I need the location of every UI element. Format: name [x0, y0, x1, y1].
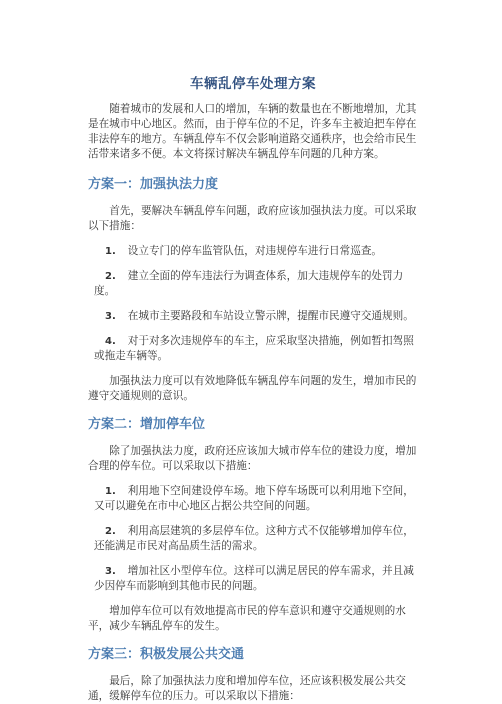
list-item-number: 1.	[105, 246, 116, 257]
list-item-text: 在城市主要路段和车站设立警示牌，提醒市民遵守交通规则。	[127, 310, 414, 322]
list-item-text: 建立全面的停车违法行为调查体系，加大违规停车的处罚力度。	[94, 270, 404, 297]
list-item	[88, 334, 418, 364]
list-item-number: 4.	[105, 336, 116, 347]
section-1-intro: 首先，要解决车辆乱停车问题，政府应该加强执法力度。可以采取以下措施：	[88, 205, 417, 232]
section-3	[88, 646, 418, 704]
intro-paragraph: 随着城市的发展和人口的增加，车辆的数量也在不断地增加，尤其是在城市中心地区。然而，由于停车位的不足，许多车主被迫把车停在非法停车的地方。车辆乱停车不仅会影响道路交通秩序，也会给市民生活带来诸多不便。本文将探讨解决车辆乱停车问题的几种方案。	[88, 103, 417, 160]
list-item-text: 利用地下空间建设停车场。地下停车场既可以利用地下空间，又可以避免在市中心地区占据公共空间的问题。	[94, 485, 414, 512]
list-item	[88, 269, 418, 299]
section-2-intro: 除了加强执法力度，政府还应该加大城市停车位的建设力度，增加合理的停车位。可以采取以下措施：	[88, 445, 417, 472]
section-1	[88, 176, 418, 404]
section-2	[88, 416, 418, 634]
list-item	[88, 244, 418, 259]
section-1-outro: 加强执法力度可以有效地降低车辆乱停车问题的发生，增加市民的遵守交通规则的意识。	[88, 375, 417, 402]
list-item	[88, 564, 418, 594]
section-2-list	[88, 484, 418, 594]
list-item-number: 3.	[105, 311, 116, 322]
list-item-text: 设立专门的停车监管队伍，对违规停车进行日常巡查。	[127, 245, 383, 257]
section-3-heading: 方案三：积极发展公共交通	[88, 647, 245, 662]
section-1-heading: 方案一：加强执法力度	[88, 177, 219, 192]
list-item	[88, 484, 418, 514]
document-title: 车辆乱停车处理方案	[190, 76, 316, 92]
list-item-number: 1.	[105, 486, 116, 497]
section-2-outro: 增加停车位可以有效地提高市民的停车意识和遵守交通规则的水平，减少车辆乱停车的发生。	[88, 605, 406, 632]
section-1-list	[88, 244, 418, 364]
list-item-text: 对于对多次违规停车的车主，应采取坚决措施，例如暂扣驾照或拖走车辆等。	[94, 335, 414, 362]
list-item-number: 3.	[105, 566, 116, 577]
list-item-number: 2.	[105, 526, 116, 537]
list-item-number: 2.	[105, 271, 116, 282]
list-item-text: 增加社区小型停车位。这样可以满足居民的停车需求，并且减少因停车而影响到其他市民的问题。	[94, 565, 414, 592]
section-3-intro: 最后，除了加强执法力度和增加停车位，还应该积极发展公共交通，缓解停车位的压力。可以采取以下措施：	[88, 675, 406, 702]
list-item	[88, 309, 418, 324]
section-2-heading: 方案二：增加停车位	[88, 417, 206, 432]
list-item-text: 利用高层建筑的多层停车位。这种方式不仅能够增加停车位，还能满足市民对高品质生活的需求。	[94, 525, 414, 552]
list-item	[88, 524, 418, 554]
